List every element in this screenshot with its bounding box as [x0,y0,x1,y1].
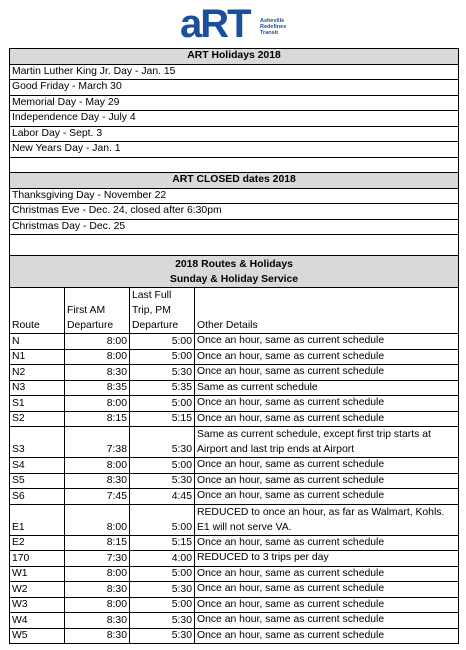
table-row [10,380,459,396]
table-row [10,349,459,365]
list-item [10,80,459,96]
route-cell: N3 [10,380,65,396]
details-cell: Once an hour, same as current schedule [195,628,459,644]
table-row [10,566,459,582]
route-cell: 170 [10,551,65,567]
last-departure-cell: 5:00 [130,504,195,535]
details-cell: Once an hour, same as current schedule [195,597,459,613]
holiday-item: Labor Day - Sept. 3 [10,126,459,142]
first-departure-cell: 7:30 [65,551,130,567]
last-departure-cell: 5:30 [130,613,195,629]
last-departure-cell: 5:00 [130,349,195,365]
art-logo [180,4,330,44]
first-departure-cell: 8:15 [65,411,130,427]
table-row [10,535,459,551]
routes-subtitle: Sunday & Holiday Service [10,273,459,288]
table-row [10,582,459,598]
table-row [10,628,459,644]
table-row [10,597,459,613]
first-departure-cell: 8:00 [65,334,130,350]
route-cell: S2 [10,411,65,427]
route-cell: W2 [10,582,65,598]
tagline-line: Asheville [260,18,285,24]
table-row [10,396,459,412]
route-cell: N2 [10,365,65,381]
last-departure-cell: 5:30 [130,427,195,458]
closed-item: Christmas Eve - Dec. 24, closed after 6:30pm [10,204,459,220]
route-cell: S4 [10,458,65,474]
last-departure-cell: 5:35 [130,380,195,396]
last-departure-cell: 5:30 [130,628,195,644]
last-departure-cell: 5:30 [130,365,195,381]
last-departure-cell: 5:00 [130,458,195,474]
routes-title: 2018 Routes & Holidays [10,256,459,273]
last-departure-cell: 5:30 [130,473,195,489]
blank-cell [10,157,459,173]
first-departure-cell: 8:00 [65,396,130,412]
first-departure-cell: 8:00 [65,349,130,365]
route-cell: E1 [10,504,65,535]
section-header [10,49,459,65]
last-departure-cell: 5:00 [130,334,195,350]
route-cell: S5 [10,473,65,489]
first-departure-cell: 8:30 [65,613,130,629]
closed-title: ART CLOSED dates 2018 [10,173,459,189]
holiday-item: Independence Day - July 4 [10,111,459,127]
holiday-item: Good Friday - March 30 [10,80,459,96]
first-departure-cell: 8:00 [65,458,130,474]
holiday-item: Memorial Day - May 29 [10,95,459,111]
list-item [10,111,459,127]
first-departure-cell: 8:00 [65,566,130,582]
details-cell: Once an hour, same as current schedule [195,334,459,350]
tagline-line: Transit [260,30,279,36]
first-departure-cell: 7:45 [65,489,130,505]
first-departure-cell: 8:30 [65,582,130,598]
details-cell: Once an hour, same as current schedule [195,396,459,412]
route-cell: E2 [10,535,65,551]
table-row [10,458,459,474]
list-item [10,126,459,142]
route-cell: N1 [10,349,65,365]
details-cell: REDUCED to once an hour, as far as Walmart, Kohls. E1 will not serve VA. [195,504,459,535]
schedule-table [9,48,459,644]
table-row [10,551,459,567]
section-header [10,256,459,273]
route-cell: W1 [10,566,65,582]
column-header-row [10,288,459,334]
details-cell: Once an hour, same as current schedule [195,566,459,582]
col-header-details: Other Details [195,288,459,334]
holidays-title: ART Holidays 2018 [10,49,459,65]
route-cell: W4 [10,613,65,629]
list-item [10,64,459,80]
last-departure-cell: 5:00 [130,597,195,613]
table-row [10,489,459,505]
first-departure-cell: 8:30 [65,473,130,489]
last-departure-cell: 4:00 [130,551,195,567]
holiday-item: New Years Day - Jan. 1 [10,142,459,158]
route-cell: S3 [10,427,65,458]
table-row [10,411,459,427]
closed-item: Christmas Day - Dec. 25 [10,219,459,235]
details-cell: Same as current schedule, except first trip starts at Airport and last trip ends at Airport [195,427,459,458]
route-cell: S6 [10,489,65,505]
route-cell: N [10,334,65,350]
details-cell: Same as current schedule [195,380,459,396]
blank-row [10,235,459,256]
first-departure-cell: 8:30 [65,365,130,381]
logo-wordmark: aRT [180,2,250,46]
list-item [10,188,459,204]
first-departure-cell: 8:15 [65,535,130,551]
first-departure-cell: 7:38 [65,427,130,458]
details-cell: Once an hour, same as current schedule [195,535,459,551]
table-row [10,334,459,350]
last-departure-cell: 5:15 [130,535,195,551]
details-cell: Once an hour, same as current schedule [195,489,459,505]
col-header-last: Last Full Trip, PM Departure [130,288,195,334]
route-cell: S1 [10,396,65,412]
section-header [10,273,459,288]
details-cell: Once an hour, same as current schedule [195,458,459,474]
table-row [10,365,459,381]
list-item [10,204,459,220]
first-departure-cell: 8:00 [65,597,130,613]
table-row [10,504,459,535]
details-cell: Once an hour, same as current schedule [195,411,459,427]
first-departure-cell: 8:35 [65,380,130,396]
details-cell: Once an hour, same as current schedule [195,473,459,489]
last-departure-cell: 5:30 [130,582,195,598]
section-header [10,173,459,189]
first-departure-cell: 8:30 [65,628,130,644]
route-cell: W3 [10,597,65,613]
table-row [10,427,459,458]
last-departure-cell: 5:00 [130,396,195,412]
holiday-item: Martin Luther King Jr. Day - Jan. 15 [10,64,459,80]
last-departure-cell: 5:15 [130,411,195,427]
list-item [10,95,459,111]
tagline-line: Redefines [260,24,287,30]
last-departure-cell: 5:00 [130,566,195,582]
details-cell: Once an hour, same as current schedule [195,365,459,381]
blank-cell [10,235,459,256]
details-cell: Once an hour, same as current schedule [195,582,459,598]
closed-item: Thanksgiving Day - November 22 [10,188,459,204]
logo-tagline [260,18,286,36]
route-cell: W5 [10,628,65,644]
last-departure-cell: 4:45 [130,489,195,505]
first-departure-cell: 8:00 [65,504,130,535]
details-cell: Once an hour, same as current schedule [195,349,459,365]
blank-row [10,157,459,173]
table-row [10,613,459,629]
col-header-first: First AM Departure [65,288,130,334]
col-header-route: Route [10,288,65,334]
list-item [10,219,459,235]
details-cell: REDUCED to 3 trips per day [195,551,459,567]
details-cell: Once an hour, same as current schedule [195,613,459,629]
list-item [10,142,459,158]
table-row [10,473,459,489]
